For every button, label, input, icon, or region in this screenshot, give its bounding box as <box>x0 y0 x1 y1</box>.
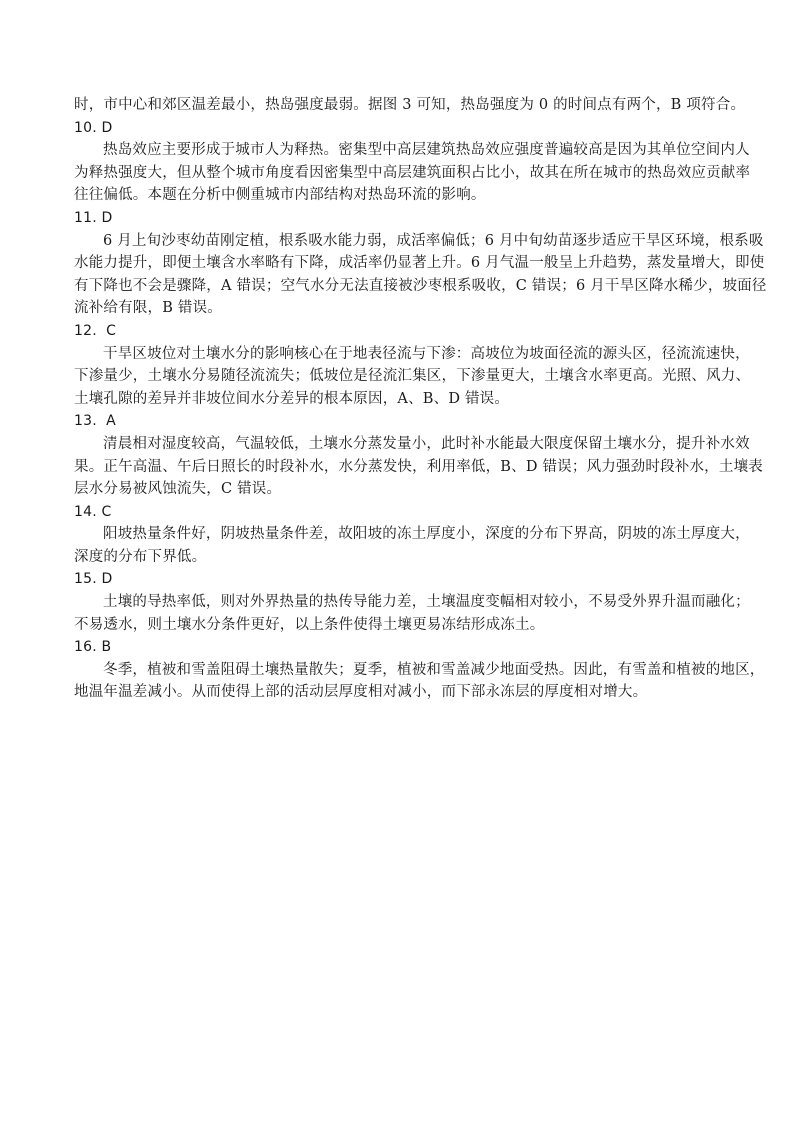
answer-number: 15. D <box>74 571 113 588</box>
explanation-line: 清晨相对湿度较高，气温较低，土壤水分蒸发量小，此时补水能最大限度保留土壤水分，提升补水效 <box>103 435 750 452</box>
explanation-line: 干旱区坡位对土壤水分的影响核心在于地表径流与下渗：高坡位为坡面径流的源头区，径流流速快， <box>103 345 750 362</box>
answer-document <box>74 94 767 704</box>
explanation-line: 深度的分布下界低。 <box>74 548 207 565</box>
answer-number: 10. D <box>74 119 113 136</box>
answer-explanation <box>74 230 767 320</box>
explanation-line: 6 月上旬沙枣幼苗刚定植，根系吸水能力弱，成活率偏低；6 月中旬幼苗逐步适应干旱区环境，根系吸 <box>103 232 764 249</box>
answer-explanation <box>74 659 765 704</box>
answer-explanation <box>74 433 763 501</box>
answer-explanation <box>74 139 751 207</box>
explanation-line: 土壤孔隙的差异并非坡位间水分差异的根本原因，A、B、D 错误。 <box>74 390 510 407</box>
answer-explanation <box>74 523 750 568</box>
explanation-line: 流补给有限，B 错误。 <box>74 300 222 317</box>
explanation-line: 有下降也不会是骤降，A 错误；空气水分无法直接被沙枣根系吸收，C 错误；6 月干旱区降水稀少，坡面径 <box>74 277 767 294</box>
answer-number: 13. A <box>74 413 116 430</box>
explanation-line: 果。正午高温、午后日照长的时段补水，水分蒸发快，利用率低，B、D 错误；风力强劲时段补水，土壤表 <box>74 458 763 475</box>
explanation-line: 下渗量少，土壤水分易随径流流失；低坡位是径流汇集区，下渗量更大，土壤含水率更高。光照、风力、 <box>74 368 751 385</box>
explanation-line: 为释热强度大，但从整个城市角度看因密集型中高层建筑面积占比小，故其在所在城市的热岛效应贡献率 <box>74 164 751 181</box>
explanation-line: 土壤的导热率低，则对外界热量的热传导能力差，土壤温度变幅相对较小，不易受外界升温而融化； <box>103 594 750 611</box>
explanation-line: 层水分易被风蚀流失，C 错误。 <box>74 481 282 498</box>
answer-number: 12. C <box>74 322 117 339</box>
answer-number: 16. B <box>74 639 112 656</box>
explanation-line: 不易透水，则土壤水分条件更好，以上条件使得土壤更易冻结形成冻土。 <box>74 616 545 633</box>
explanation-line: 冬季，植被和雪盖阻碍土壤热量散失；夏季，植被和雪盖减少地面受热。因此，有雪盖和植被的地区， <box>103 661 765 678</box>
answer-explanation <box>74 343 751 411</box>
explanation-line: 热岛效应主要形成于城市人为释热。密集型中高层建筑热岛效应强度普遍较高是因为其单位空间内人 <box>103 142 750 159</box>
explanation-line: 水能力提升，即便土壤含水率略有下降，成活率仍显著上升。6 月气温一般呈上升趋势，蒸发量增大，即使 <box>74 255 765 272</box>
explanation-line: 往往偏低。本题在分析中侧重城市内部结构对热岛环流的影响。 <box>74 187 486 204</box>
intro-line: 时，市中心和郊区温差最小，热岛强度最弱。据图 3 可知，热岛强度为 0 的时间点有两个，B 项符合。 <box>74 97 746 113</box>
answer-number: 11. D <box>74 209 113 226</box>
answer-number: 14. C <box>74 503 112 520</box>
answer-explanation <box>74 591 750 636</box>
explanation-line: 地温年温差减小。从而使得上部的活动层厚度相对减小，而下部永冻层的厚度相对增大。 <box>74 684 648 701</box>
explanation-line: 阳坡热量条件好，阴坡热量条件差，故阳坡的冻土厚度小，深度的分布下界高，阴坡的冻土厚度大， <box>103 526 750 543</box>
